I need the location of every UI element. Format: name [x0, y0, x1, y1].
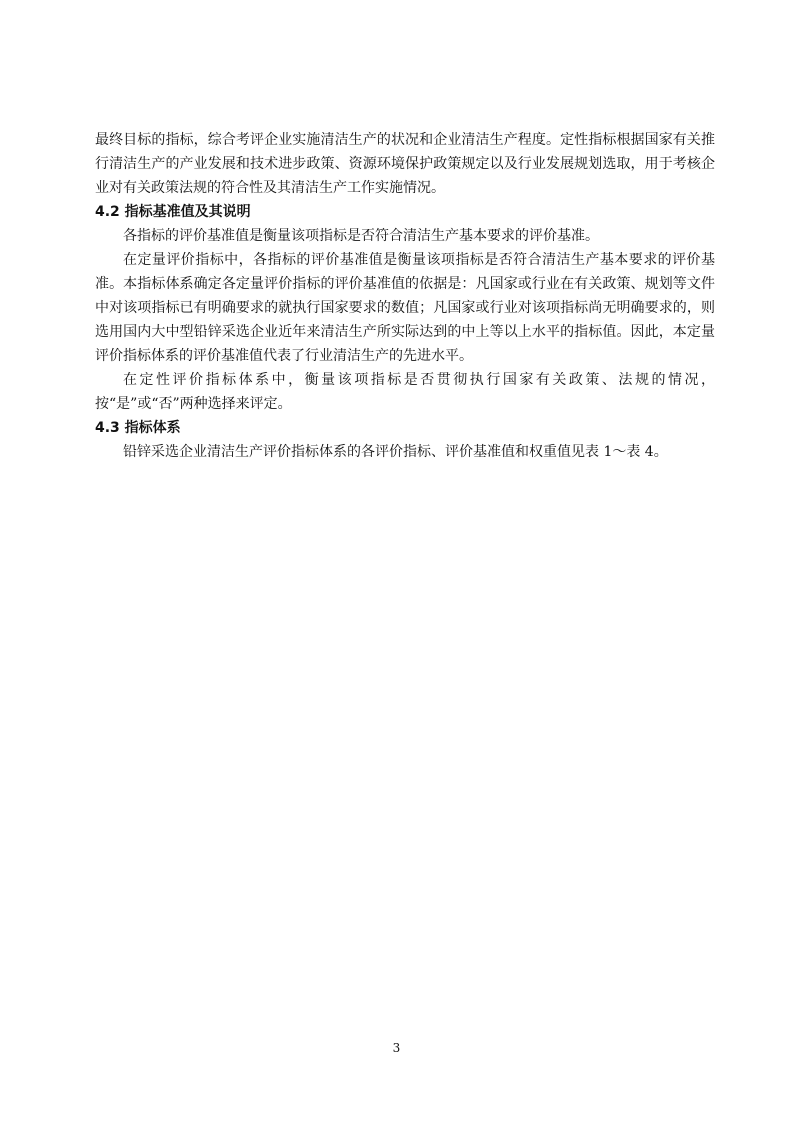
paragraph-baseline-definition: 各指标的评价基准值是衡量该项指标是否符合清洁生产基本要求的评价基准。 [123, 228, 599, 244]
page-number: 3 [392, 1041, 401, 1055]
page-content [95, 128, 715, 464]
paragraph-qualitative-baseline: 在定性评价指标体系中，衡量该项指标是否贯彻执行国家有关政策、法规的情况，按“是”或“否”两种选择来评定。 [95, 372, 715, 412]
paragraph-quantitative-baseline: 在定量评价指标中，各指标的评价基准值是衡量该项指标是否符合清洁生产基本要求的评价基准。本指标体系确定各定量评价指标的评价基准值的依据是：凡国家或行业在有关政策、规划等文件中对该项指标已有明确要求的就执行国家要求的数值；凡国家或行业对该项指标尚无明确要求的，则选用国内大中型铅锌采选企业近年来清洁生产所实际达到的中上等以上水平的指标值。因此，本定量评价指标体系的评价基准值代表了行业清洁生产的先进水平。 [95, 252, 715, 364]
section-heading-4-2: 4.2 指标基准值及其说明 [95, 204, 251, 220]
paragraph-indicator-system: 铅锌采选企业清洁生产评价指标体系的各评价指标、评价基准值和权重值见表 1～表 4。 [123, 444, 668, 460]
paragraph-indicator-description: 最终目标的指标，综合考评企业实施清洁生产的状况和企业清洁生产程度。定性指标根据国家有关推行清洁生产的产业发展和技术进步政策、资源环境保护政策规定以及行业发展规划选取，用于考核企业对有关政策法规的符合性及其清洁生产工作实施情况。 [95, 132, 715, 196]
section-heading-4-3: 4.3 指标体系 [95, 420, 181, 436]
